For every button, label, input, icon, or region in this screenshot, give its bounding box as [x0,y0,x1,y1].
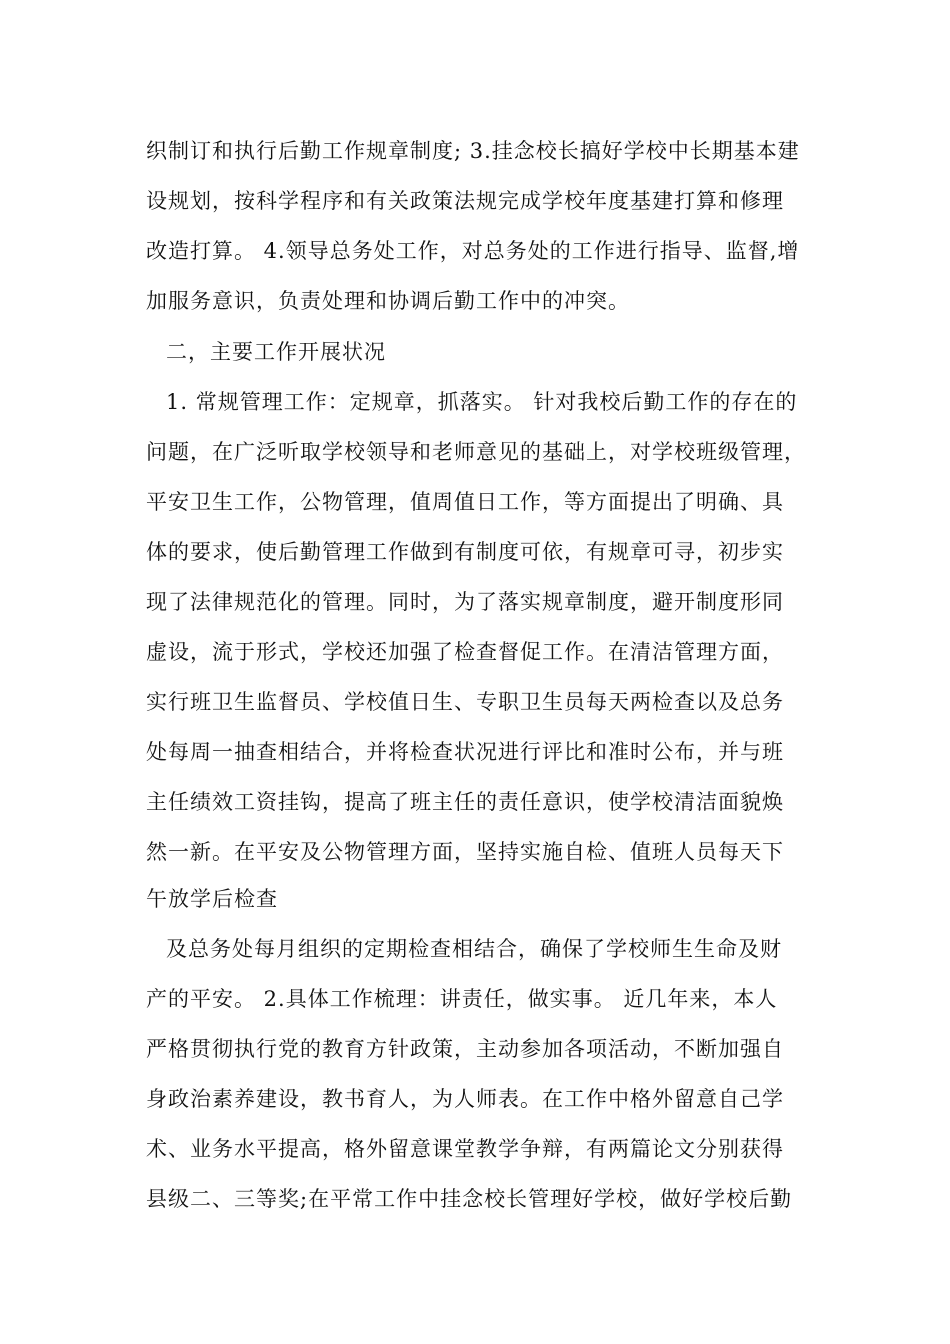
text-line: 然一新。在平安及公物管理方面，坚持实施自检、值班人员每天下 [146,840,784,864]
text-line: 织制订和执行后勤工作规章制度; 3.挂念校长搞好学校中长期基本建 [146,139,800,163]
text-line: 主任绩效工资挂钩，提高了班主任的责任意识，使学校清洁面貌焕 [146,790,784,814]
text-line: 术、业务水平提高，格外留意课堂教学争辩，有两篇论文分别获得 [146,1137,784,1161]
text-line: 现了法律规范化的管理。同时，为了落实规章制度，避开制度形同 [146,590,784,614]
text-line: 虚设，流于形式，学校还加强了检查督促工作。在清洁管理方面， [146,640,784,664]
text-line: 问题，在广泛听取学校领导和老师意见的基础上，对学校班级管理， [146,440,806,464]
text-line: 设规划，按科学程序和有关政策法规完成学校年度基建打算和修理 [146,189,784,213]
text-line: 实行班卫生监督员、学校值日生、专职卫生员每天两检查以及总务 [146,690,784,714]
text-line: 及总务处每月组织的定期检查相结合，确保了学校师生生命及财 [166,937,782,961]
text-line: 产的平安。 2.具体工作梳理：讲责任，做实事。 近几年来，本人 [146,987,778,1011]
text-line: 体的要求，使后勤管理工作做到有制度可依，有规章可寻，初步实 [146,540,784,564]
text-line: 身政治素养建设，教书育人，为人师表。在工作中格外留意自己学 [146,1087,784,1111]
text-line: 严格贯彻执行党的教育方针政策，主动参加各项活动，不断加强自 [146,1037,784,1061]
text-line: 平安卫生工作，公物管理，值周值日工作，等方面提出了明确、具 [146,490,784,514]
text-line: 午放学后检查 [146,887,278,911]
section-heading: 二，主要工作开展状况 [166,340,386,364]
text-line: 处每周一抽查相结合，并将检查状况进行评比和准时公布，并与班 [146,740,784,764]
text-line: 1. 常规管理工作：定规章，抓落实。 针对我校后勤工作的存在的 [166,390,798,414]
text-line: 县级二、三等奖;在平常工作中挂念校长管理好学校，做好学校后勤 [146,1187,793,1211]
text-line: 改造打算。 4.领导总务处工作，对总务处的工作进行指导、监督,增 [146,239,800,263]
text-line: 加服务意识，负责处理和协调后勤工作中的冲突。 [146,289,630,313]
